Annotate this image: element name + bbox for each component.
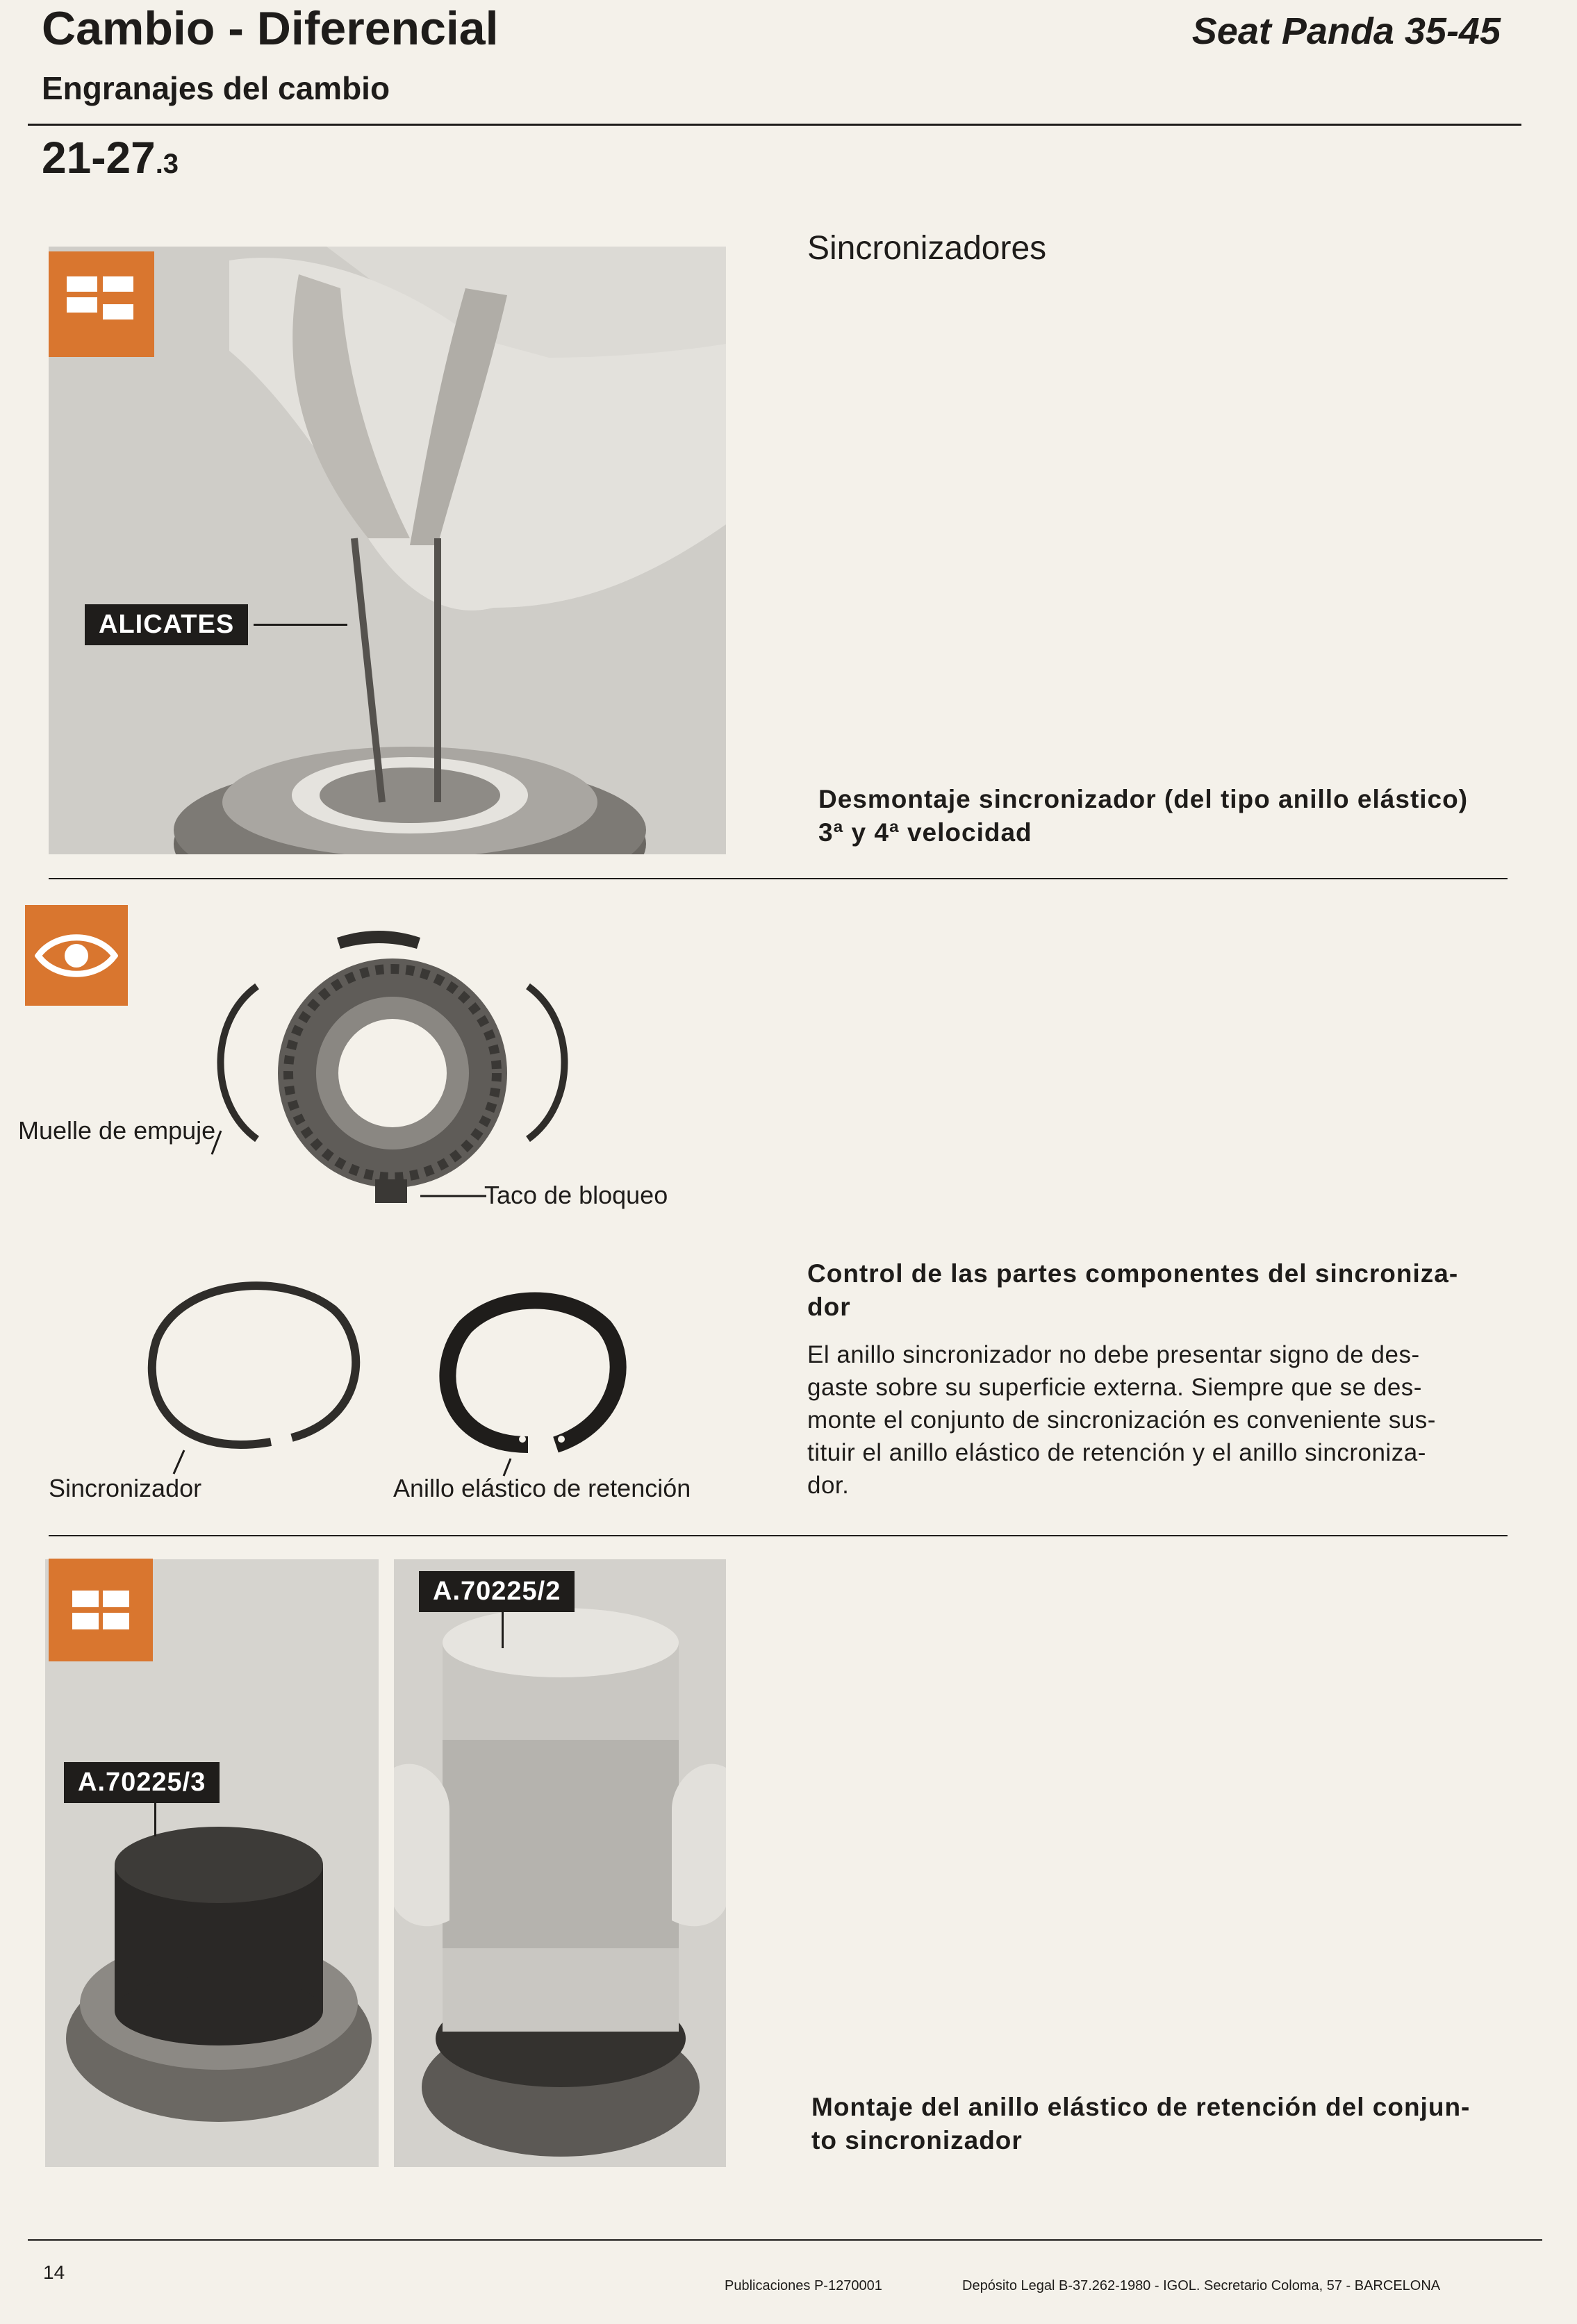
assembly-caption-1: Montaje del anillo elástico de retención del conjun- [811,2093,1471,2121]
pliers-label: ALICATES [85,604,248,645]
assembly-caption-2: to sincronizador [811,2126,1023,2155]
retaining-ring-hole-left [519,1436,526,1443]
label-synchronizer: Sincronizador [49,1474,202,1502]
inspection-heading-2: dor [807,1293,851,1321]
tool-left-leader [154,1802,156,1836]
inspection-text-3: monte el conjunto de sincronización es conveniente sus- [807,1406,1436,1434]
gear-bore [338,1019,447,1127]
footer-rule [28,2239,1542,2241]
divider-1 [49,878,1508,879]
divider-2 [49,1535,1508,1536]
page-subtitle: Engranajes del cambio [42,70,390,106]
removal-caption-1: Desmontaje sincronizador (del tipo anillo elástico) [818,785,1469,813]
legal-deposit: Depósito Legal B-37.262-1980 - IGOL. Secretario Coloma, 57 - BARCELONA [962,2278,1441,2293]
removal-caption-2: 3ª y 4ª velocidad [818,818,1032,847]
spring-left [221,986,258,1139]
header-rule [28,124,1521,126]
section-heading: Sincronizadores [807,230,1047,267]
section-suffix: .3 [155,149,179,179]
page-number: 14 [43,2261,65,2283]
arc-segment-top [337,931,420,949]
lock-block [375,1179,407,1203]
synchronizer-leader [174,1450,184,1474]
assembly-icon [49,1559,153,1661]
assembly-glyph [72,1591,129,1629]
tool-right-label: A.70225/2 [419,1571,575,1612]
label-block: Taco de bloqueo [484,1181,668,1209]
pliers-leader-line [254,624,347,626]
label-retaining-ring: Anillo elástico de retención [393,1474,691,1502]
disassembly-icon [49,251,154,357]
inspection-text-5: dor. [807,1472,850,1499]
tool-right-leader [502,1610,504,1648]
label-spring: Muelle de empuje [18,1116,216,1145]
inspection-text-2: gaste sobre su superficie externa. Siempre que se des- [807,1374,1422,1401]
publication-ref: Publicaciones P-1270001 [725,2278,882,2293]
disassembly-glyph [67,276,136,332]
retaining-ring-hole-right [558,1436,565,1443]
page-title: Cambio - Diferencial [42,2,499,55]
spring-right [528,986,565,1139]
vehicle-model: Seat Panda 35-45 [1191,10,1501,52]
inspection-text-1: El anillo sincronizador no debe presentar signo de des- [807,1341,1420,1368]
synchronizer-ring [152,1286,356,1445]
section-number: 21-27.3 [42,133,179,183]
photo-tool-right [394,1559,726,2167]
tool-left-label: A.70225/3 [64,1762,220,1803]
inspection-text-4: tituir el anillo elástico de retención y el anillo sincroniza- [807,1439,1426,1466]
inspection-heading-1: Control de las partes componentes del sincroniza- [807,1259,1459,1288]
synchronizer-parts-diagram [0,910,750,1521]
tool-right-illustration [394,1559,726,2167]
retaining-ring [447,1301,618,1445]
